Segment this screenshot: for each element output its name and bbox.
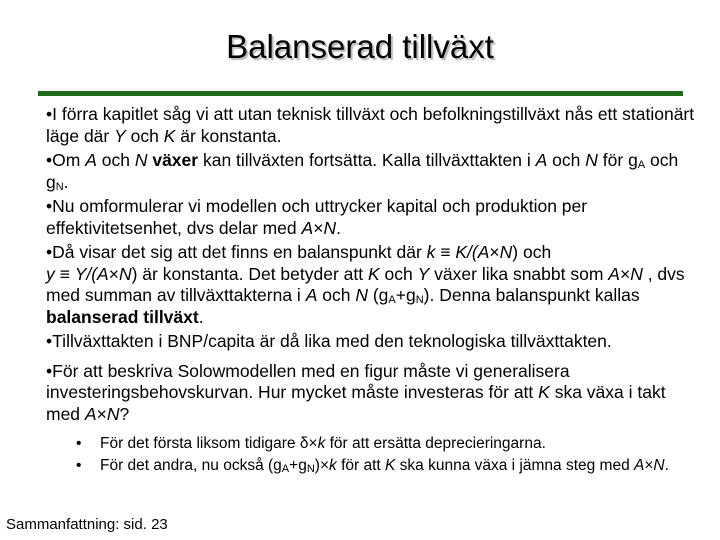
var: A: [634, 457, 645, 474]
var: A: [608, 263, 620, 284]
bullet-5: [46, 331, 696, 353]
bullet-marker: •: [46, 150, 53, 170]
text: ) är konstanta. Det betyder att: [131, 263, 368, 284]
var: A: [301, 217, 314, 238]
times-symbol: ×: [644, 457, 654, 474]
var: N: [499, 242, 513, 262]
bullet-marker: •: [46, 242, 53, 262]
bold-text: växer: [147, 150, 199, 170]
text: och: [317, 285, 356, 305]
text: ska kunna växa i jämna steg med: [395, 457, 635, 474]
var: N: [323, 217, 337, 238]
var: N: [106, 403, 120, 424]
text: För att beskriva Solowmodellen med en figur måste vi generalisera investeringsbehovskurvan. Hur mycket måste investeras för att: [46, 360, 570, 402]
bullet-marker: •: [76, 457, 82, 474]
subscript: N: [306, 463, 315, 475]
times-symbol: ×: [108, 263, 119, 284]
text: växer lika snabbt som: [429, 263, 609, 284]
text: ). Denna balanspunkt kallas: [423, 285, 640, 305]
text: Nu omformulerar vi modellen och uttrycker kapital och produktion per effektivitetsenhet, dvs delar med: [46, 196, 588, 238]
subscript: N: [415, 294, 424, 306]
footer-reference: Sammanfattning: sid. 23: [6, 516, 168, 533]
text: och: [379, 263, 418, 284]
var: k: [426, 242, 436, 262]
var: Y: [417, 263, 430, 284]
title-underline: [38, 91, 683, 96]
subscript: N: [55, 180, 64, 193]
text: .: [336, 217, 341, 238]
var: Y/(A: [74, 263, 109, 284]
bullet-4: [46, 242, 696, 328]
var: K/(A: [455, 242, 490, 262]
plus-symbol: +: [289, 457, 299, 474]
sub-bullet-2: [76, 455, 696, 477]
var: A: [85, 150, 97, 170]
subscript: A: [281, 463, 290, 475]
var: g: [46, 171, 56, 192]
text: för att ersätta deprecieringarna.: [325, 435, 546, 452]
bold-text: balanserad tillväxt: [46, 306, 199, 327]
text: och: [125, 125, 164, 146]
text: För det andra, nu också (: [100, 457, 274, 474]
var: g: [405, 285, 416, 305]
equiv-symbol: ≡: [435, 242, 456, 262]
delta-symbol: δ: [299, 435, 309, 452]
times-symbol: ×: [489, 242, 500, 262]
var: N: [630, 263, 643, 284]
var: N: [134, 150, 148, 170]
text: är konstanta.: [175, 125, 282, 146]
sub-bullet-list: [76, 433, 696, 477]
times-symbol: ×: [319, 457, 330, 474]
bullet-marker: •: [46, 104, 53, 124]
times-symbol: ×: [96, 403, 107, 424]
text: .: [664, 457, 669, 474]
var: A: [305, 285, 318, 305]
var: A: [535, 150, 548, 170]
text: (: [367, 285, 379, 305]
bullet-marker: •: [46, 331, 53, 351]
text: ) och: [512, 242, 552, 262]
text: och: [547, 150, 586, 170]
var: g: [378, 285, 389, 305]
slide-title: Balanserad tillväxt: [226, 28, 494, 65]
text: .: [63, 171, 69, 192]
bullet-6: [46, 361, 696, 426]
text: kan tillväxten fortsätta. Kalla tillväxttakten i: [198, 150, 536, 170]
slide-body: [46, 104, 696, 477]
times-symbol: ×: [313, 217, 324, 238]
var: N: [355, 285, 368, 305]
var: y: [46, 263, 55, 284]
text: och: [96, 150, 135, 170]
equiv-symbol: ≡: [54, 263, 75, 284]
plus-symbol: +: [395, 285, 406, 305]
text: Om: [52, 150, 86, 170]
text: för att: [336, 457, 386, 474]
var: g: [298, 457, 307, 474]
text: och: [645, 150, 679, 170]
var: k: [317, 435, 326, 452]
bullet-text: I förra kapitlet såg vi att utan teknisk tillväxt och befolkningstillväxt nås ett stationärt läge där: [46, 104, 695, 146]
subscript: A: [637, 159, 646, 171]
text: .: [198, 306, 204, 327]
var: A: [84, 403, 97, 424]
bullet-2: [46, 150, 696, 193]
bullet-marker: •: [46, 196, 53, 216]
bullet-3: [46, 196, 696, 239]
var: K: [538, 382, 550, 402]
times-symbol: ×: [308, 435, 318, 452]
var: g: [628, 150, 638, 170]
text: ?: [119, 403, 130, 424]
var: K: [385, 457, 396, 474]
text: Tillväxttakten i BNP/capita är då lika med den teknologiska tillväxttakten.: [52, 331, 612, 351]
var: g: [273, 457, 282, 474]
sub-bullet-1: [76, 433, 696, 455]
var: N: [585, 150, 598, 170]
text: Då visar det sig att det finns en balanspunkt där: [52, 242, 427, 262]
var: K: [367, 263, 380, 284]
text: För det första liksom tidigare: [100, 435, 300, 452]
var: N: [653, 457, 665, 474]
var: N: [118, 263, 132, 284]
text: för: [597, 150, 629, 170]
bullet-marker: •: [76, 435, 82, 452]
times-symbol: ×: [619, 263, 631, 284]
var: k: [329, 457, 337, 474]
bullet-1: [46, 104, 696, 147]
text: , dvs med summan av tillväxttakterna i: [46, 263, 685, 305]
var: Y: [114, 125, 126, 146]
var: K: [163, 125, 176, 146]
text: ska växa i takt med: [46, 382, 666, 424]
bullet-marker: •: [46, 360, 53, 381]
subscript: A: [388, 294, 396, 306]
text: ): [314, 457, 320, 474]
